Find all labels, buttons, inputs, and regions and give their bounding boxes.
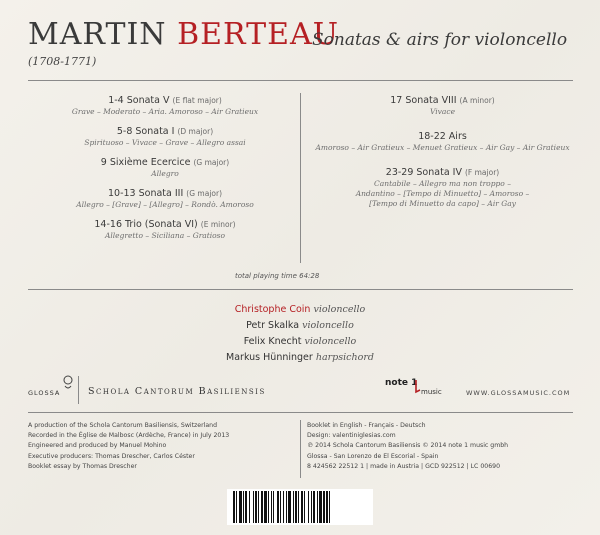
credits-right — [307, 421, 508, 472]
credits-vertical-divider — [300, 420, 301, 478]
track-key: (F major) — [465, 168, 500, 177]
credit-line: Recorded in the Église de Malbosc (Ardèche, France) in July 2013 — [28, 432, 230, 440]
track-title-text: 10-13 Sonata III — [107, 188, 184, 199]
website-url: WWW.GLOSSAMUSIC.COM — [466, 389, 571, 397]
note1-sub-label: music — [421, 388, 442, 396]
track-title — [305, 131, 580, 143]
composer-name — [28, 18, 339, 52]
performer-role: violoncello — [313, 304, 366, 315]
track-key: (A minor) — [459, 96, 495, 105]
track-title — [40, 188, 290, 200]
tracklist-bottom-divider — [28, 289, 573, 290]
track-key: (E flat major) — [172, 96, 222, 105]
track-movements: Allegretto – Siciliana – Gratioso — [104, 231, 226, 240]
track-key: (D major) — [177, 127, 214, 136]
performer-name: Christophe Coin — [234, 304, 311, 315]
track-title — [40, 219, 290, 231]
album-subtitle: Sonatas & airs for violoncello — [312, 30, 568, 50]
track-title-text: 23-29 Sonata IV — [385, 167, 462, 178]
barcode-icon — [227, 489, 373, 525]
track-key: (E minor) — [200, 220, 236, 229]
credits-divider — [28, 412, 573, 413]
credit-line: Booklet in English - Français - Deutsch — [307, 422, 426, 429]
total-playing-time: total playing time 64:28 — [235, 272, 320, 280]
credit-line: Design: valentiniglesias.com — [307, 432, 396, 440]
track-movements: Grave – Moderato – Aria. Amoroso – Air Gratieux — [71, 107, 259, 116]
note1-main-label: note 1 — [385, 378, 418, 388]
track-group — [305, 167, 580, 209]
composer-dates: (1708-1771) — [28, 55, 97, 68]
performer-row — [180, 302, 420, 318]
performer-role: violoncello — [304, 336, 357, 347]
composer-last-name: BERTEAU — [177, 17, 339, 52]
performer-role: harpsichord — [315, 352, 374, 363]
schola-label: Schola Cantorum Basiliensis — [88, 386, 266, 397]
glossa-label: GLOSSA — [28, 389, 61, 397]
track-group — [40, 95, 290, 117]
track-movements: Amoroso – Air Gratieux – Menuet Gratieux – Air Gay – Air Gratieux — [315, 143, 570, 152]
track-key: (G major) — [193, 158, 230, 167]
track-title-text: 18-22 Airs — [418, 131, 467, 142]
performer-name: Markus Hünninger — [226, 352, 313, 363]
credit-line: A production of the Schola Cantorum Basiliensis, Switzerland — [28, 422, 217, 429]
credit-line: Glossa - San Lorenzo de El Escorial - Spain — [307, 452, 439, 460]
credit-line: Booklet essay by Thomas Drescher — [28, 462, 137, 470]
track-title-text: 1-4 Sonata V — [108, 95, 170, 106]
performer-row — [180, 334, 420, 350]
track-title-text: 17 Sonata VIII — [390, 95, 457, 106]
header-divider — [28, 80, 573, 81]
track-title — [40, 126, 290, 138]
composer-first-name: MARTIN — [28, 17, 167, 52]
track-movements: Allegro — [151, 169, 179, 178]
track-movements: [Tempo di Minuetto da capo] – Air Gay — [369, 199, 516, 208]
performer-role: violoncello — [302, 320, 354, 331]
performer-name: Petr Skalka — [246, 320, 300, 331]
credit-line: Engineered and produced by Manuel Mohino — [28, 442, 167, 450]
performer-name: Felix Knecht — [243, 336, 302, 347]
track-movements: Cantabile – Allegro ma non troppo – — [374, 179, 511, 188]
track-movements: Spirituoso – Vivace – Grave – Allegro assai — [84, 138, 246, 147]
note1-logo — [385, 378, 449, 402]
logo-divider — [78, 376, 79, 404]
performer-list — [180, 302, 420, 366]
track-group — [40, 219, 290, 241]
track-title — [40, 95, 290, 107]
tracklist-left — [40, 95, 290, 250]
track-movements: Andantino – [Tempo di Minuetto] – Amoroso – — [355, 189, 530, 198]
track-movements: Allegro – [Grave] – [Allegro] – Rondò. Amoroso — [76, 200, 254, 209]
track-group — [40, 126, 290, 148]
tracklist-right — [305, 95, 580, 223]
track-title — [305, 95, 580, 107]
track-group — [40, 188, 290, 210]
track-group — [305, 95, 580, 117]
credits-left — [28, 421, 229, 472]
credit-line: ℗ 2014 Schola Cantorum Basiliensis © 2014 note 1 music gmbh — [307, 442, 509, 450]
credit-line: 8 424562 22512 1 | made in Austria | GCD 922512 | LC 00690 — [307, 462, 501, 470]
track-title — [40, 157, 290, 169]
performer-row — [180, 318, 420, 334]
track-movements: Vivace — [429, 107, 456, 116]
track-title-text: 14-16 Trio (Sonata VI) — [94, 219, 198, 230]
track-title — [305, 167, 580, 179]
track-group — [305, 131, 580, 153]
performer-row — [180, 350, 420, 366]
track-key: (G major) — [186, 189, 223, 198]
credit-line: Executive producers: Thomas Drescher, Carlos Céster — [28, 452, 195, 460]
track-group — [40, 157, 290, 179]
track-title-text: 5-8 Sonata I — [116, 126, 175, 137]
track-title-text: 9 Sixième Ecercice — [100, 157, 191, 168]
tracklist-divider — [300, 93, 301, 263]
